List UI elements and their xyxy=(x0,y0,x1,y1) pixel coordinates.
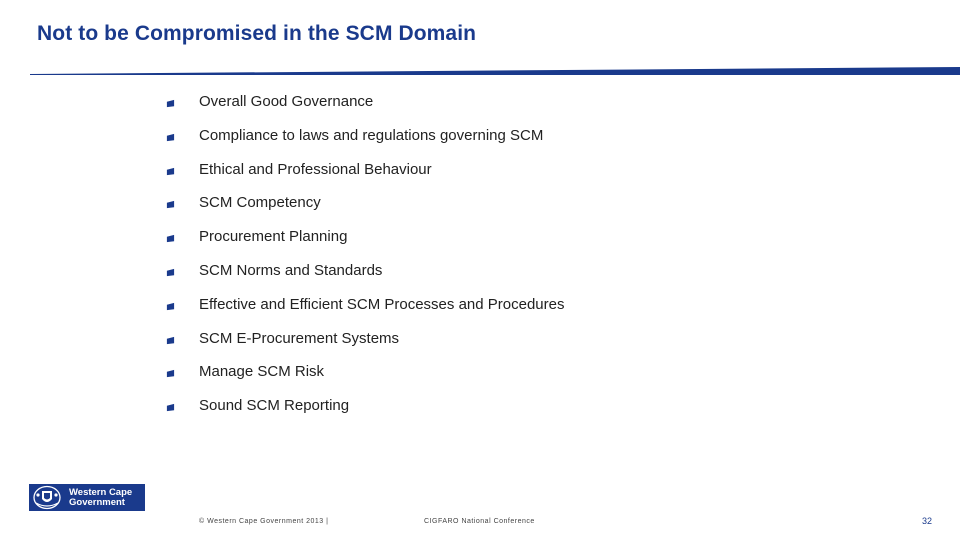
bullet-text: Effective and Efficient SCM Processes and Procedures xyxy=(199,295,565,313)
footer-copyright: © Western Cape Government 2013 | xyxy=(199,518,329,525)
bullet-icon xyxy=(166,167,175,176)
title-underline xyxy=(30,66,960,76)
slide-title: Not to be Compromised in the SCM Domain xyxy=(37,22,477,45)
bullet-text: SCM E-Procurement Systems xyxy=(199,329,400,347)
coat-of-arms-icon xyxy=(32,485,62,510)
footer-conference: CIGFARO National Conference xyxy=(424,518,535,525)
logo-line-2: Government xyxy=(69,496,125,508)
bullet-text: SCM Norms and Standards xyxy=(199,261,383,279)
bullet-icon xyxy=(166,200,175,209)
bullet-icon xyxy=(166,302,175,311)
bullet-text: Compliance to laws and regulations governing SCM xyxy=(199,126,544,144)
bullet-text: Manage SCM Risk xyxy=(199,363,325,381)
bullet-icon xyxy=(166,369,175,378)
bullet-icon xyxy=(166,99,175,108)
bullet-icon xyxy=(166,336,175,345)
bullet-icon xyxy=(166,133,175,142)
bullet-text: Ethical and Professional Behaviour xyxy=(199,160,432,178)
logo-line-1: Western Cape xyxy=(69,486,133,498)
western-cape-government-logo xyxy=(29,484,145,511)
bullet-icon xyxy=(166,234,175,243)
bullet-icon xyxy=(166,403,175,412)
bullet-icon xyxy=(166,268,175,277)
bullet-text: SCM Competency xyxy=(199,194,321,212)
page-number: 32 xyxy=(922,516,933,526)
bullet-text: Procurement Planning xyxy=(199,228,348,246)
bullet-text: Overall Good Governance xyxy=(199,93,374,110)
bullet-text: Sound SCM Reporting xyxy=(199,397,350,415)
